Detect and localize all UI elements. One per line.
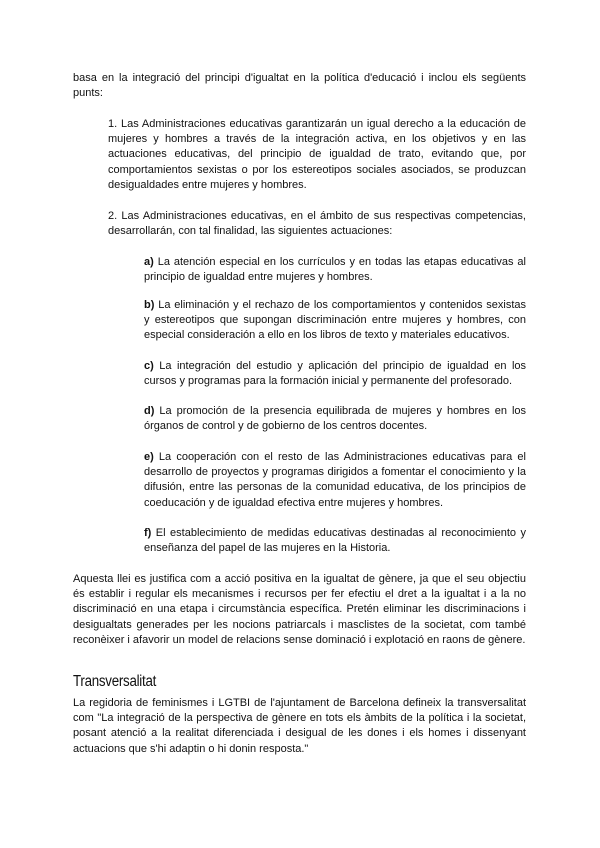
item-label: b) [144, 299, 155, 311]
point-2: 2. Las Administraciones educativas, en el ámbito de sus respectivas competencias, desarrollarán, con tal finalidad, las siguientes actuaciones: [108, 210, 526, 238]
item-text: La atención especial en los currículos y en todas las etapas educativas al principio de igualdad entre mujeres y hombres. [144, 256, 526, 284]
list-item-c [144, 359, 526, 389]
list-item-e [144, 450, 526, 511]
item-text: El establecimiento de medidas educativas destinadas al reconocimiento y enseñanza del papel de las mujeres en la Historia. [144, 527, 526, 555]
section-body: La regidoria de feminismes i LGTBI de l'ajuntament de Barcelona defineix la transversalitat com "La integració de la perspectiva de gènere en tots els àmbits de la política i la societat, posant atenció a la realitat diferenciada i desigual de les dones i els homes i dissenyant actuacions que s'hi adaptin o hi donin resposta." [73, 697, 526, 755]
intro-paragraph: basa en la integració del principi d'igualtat en la política d'educació i inclou els següents punts: [73, 72, 526, 100]
point-1: 1. Las Administraciones educativas garantizarán un igual derecho a la educación de mujeres y hombres a través de la integración activa, en los objetivos y en las actuaciones educativas, del principio de igualdad de trato, evitando que, por comportamientos sexistas o por los estereotipos sociales asociados, se produzcan desigualdades entre mujeres y hombres. [108, 118, 526, 191]
item-label: c) [144, 360, 154, 372]
item-text: La eliminación y el rechazo de los comportamientos y contenidos sexistas y estereotipos que supongan discriminación entre mujeres y hombres, con especial consideración a ello en los libros de texto y materiales educativos. [144, 299, 526, 342]
list-item-a [144, 255, 526, 285]
list-item-b [144, 298, 526, 344]
item-label: f) [144, 527, 152, 539]
item-text: La promoción de la presencia equilibrada de mujeres y hombres en los órganos de control y de gobierno de los centros docentes. [144, 405, 526, 433]
list-item-d [144, 404, 526, 434]
section-heading: Transversalitat [73, 673, 157, 690]
item-text: La cooperación con el resto de las Administraciones educativas para el desarrollo de proyectos y programas dirigidos a fomentar el conocimiento y la difusión, entre las personas de la comunidad educativa, de los principios de coeducación y de igualdad efectiva entre mujeres y hombres. [144, 451, 526, 509]
item-label: a) [144, 256, 154, 268]
item-text: La integración del estudio y aplicación del principio de igualdad en los cursos y programas para la formación inicial y permanente del profesorado. [144, 360, 526, 388]
item-label: d) [144, 405, 155, 417]
justification-paragraph: Aquesta llei es justifica com a acció positiva en la igualtat de gènere, ja que el seu objectiu és establir i regular els mecanismes i recursos per fer efectiu el dret a la igualtat i a la no discriminació en una etapa i circumstància específica. Pretén eliminar les discriminacions i desigualtats generades per les nocions patriarcals i masclistes de la societat, com també reconèixer i afavorir un model de relacions sense dominació i explotació en raons de gènere. [73, 573, 526, 646]
list-item-f [144, 526, 526, 556]
item-label: e) [144, 451, 154, 463]
